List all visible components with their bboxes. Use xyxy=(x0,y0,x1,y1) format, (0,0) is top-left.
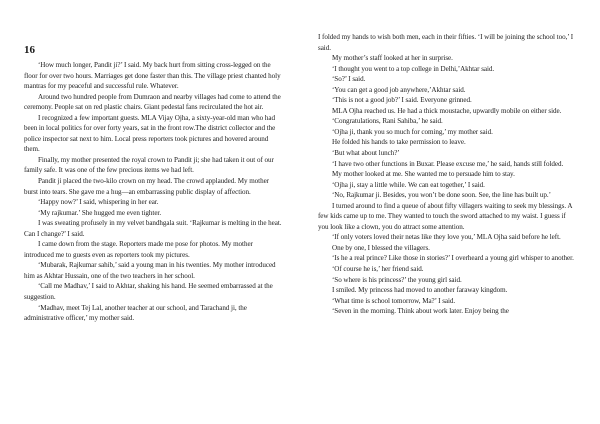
paragraph: ‘I thought you went to a top college in Delhi,’Akhtar said. xyxy=(332,64,495,73)
paragraph: ‘Mubarak, Rajkumar sahib,’ said a young man in his twenties. My mother introduced him as Akhtar Hussain, one of the two teachers in her school. xyxy=(24,261,276,280)
paragraph: He folded his hands to take permission to leave. xyxy=(332,138,466,147)
paragraph: One by one, I blessed the villagers. xyxy=(332,243,430,252)
paragraph: ‘So where is his princess?’ the young girl said. xyxy=(332,275,462,284)
paragraph: ‘What time is school tomorrow, Ma?’ I said. xyxy=(332,296,456,305)
paragraph: I was sweating profusely in my velvet bandhgala suit. ‘Rajkumar is melting in the heat. Can I change?’ I said. xyxy=(24,219,282,238)
paragraph: ‘No, Rajkumar ji. Besides, you won’t be done soon. See, the line has built up.’ xyxy=(332,191,551,200)
paragraph: ‘How much longer, Pandit ji?’ I said. My back hurt from sitting cross-legged on the floor for over two hours. Marriages get done faster than this. The village priest chanted holy mantras for my peaceful and successful rule. Whatever. xyxy=(24,61,281,91)
paragraph: ‘Seven in the morning. Think about work later. Enjoy being the xyxy=(332,307,509,316)
paragraph: Finally, my mother presented the royal crown to Pandit ji; she had taken it out of our family safe. It was one of the few precious items we had left. xyxy=(24,155,274,175)
right-text-column xyxy=(318,32,576,317)
paragraph: ‘Ojha ji, stay a little while. We can eat together,’ I said. xyxy=(332,180,485,189)
paragraph: ‘So?’ I said. xyxy=(332,75,366,84)
paragraph: I came down from the stage. Reporters made me pose for photos. My mother introduced me to guests even as reporters took my pictures. xyxy=(24,240,253,259)
paragraph: Around two hundred people from Dumraon and nearby villages had come to attend the ceremony. People sat on red plastic chairs. Giant pedestal fans recirculated the hot air. xyxy=(24,92,281,112)
paragraph: I recognized a few important guests. MLA Vijay Ojha, a sixty-year-old man who had been in local politics for over forty years, sat in the front row.The district collector and the police inspector sat next to him. Local press reporters took pictures and hovered around them. xyxy=(24,113,276,154)
left-text-column xyxy=(24,60,282,324)
paragraph: ‘Ojha ji, thank you so much for coming,’ my mother said. xyxy=(332,127,493,136)
paragraph: I folded my hands to wish both men, each in their fifties. ‘I will be joining the school too,’ I said. xyxy=(318,33,574,52)
paragraph: MLA Ojha reached us. He had a thick moustache, upwardly mobile on either side. xyxy=(332,106,562,115)
paragraph: ‘You can get a good job anywhere,’Akhtar said. xyxy=(332,85,466,94)
paragraph: ‘Congratulations, Rani Sahiba,’ he said. xyxy=(332,117,443,126)
paragraph: ‘This is not a good job?’ I said. Everyone grinned. xyxy=(332,96,472,105)
paragraph: ‘My rajkumar.’ She hugged me even tighter. xyxy=(38,208,162,217)
paragraph: Pandit ji placed the two-kilo crown on my head. The crowd applauded. My mother burst into tears. She gave me a hug—an embarrassing public display of affection. xyxy=(24,177,269,196)
paragraph: ‘Is he a real prince? Like those in stories?’ I overheard a young girl whisper to another. xyxy=(332,254,574,263)
paragraph: ‘If only voters loved their netas like they love you,’ MLA Ojha said before he left. xyxy=(332,233,561,242)
paragraph: ‘Happy now?’ I said, whispering in her ear. xyxy=(38,198,159,207)
paragraph: ‘Call me Madhav,’ I said to Akhtar, shaking his hand. He seemed embarrassed at the suggestion. xyxy=(24,282,273,302)
paragraph: ‘Madhav, meet Tej Lal, another teacher at our school, and Tarachand ji, the administrative officer,’ my mother said. xyxy=(24,303,247,323)
paragraph: My mother’s staff looked at her in surprise. xyxy=(332,54,453,63)
paragraph: ‘I have two other functions in Buxar. Please excuse me,’ he said, hands still folded. xyxy=(332,159,564,168)
page-number: 16 xyxy=(24,44,35,56)
paragraph: My mother looked at me. She wanted me to persuade him to stay. xyxy=(332,170,515,179)
paragraph: ‘Of course he is,’ her friend said. xyxy=(332,265,424,274)
paragraph: ‘But what about lunch?’ xyxy=(332,149,400,158)
paragraph: I smiled. My princess had moved to another faraway kingdom. xyxy=(332,286,508,295)
paragraph: I turned around to find a queue of about fifty villagers waiting to seek my blessings. A few kids came up to me. They wanted to touch the sword attached to my waist. I guess if you look like a clown, you do attract some attention. xyxy=(318,201,573,231)
